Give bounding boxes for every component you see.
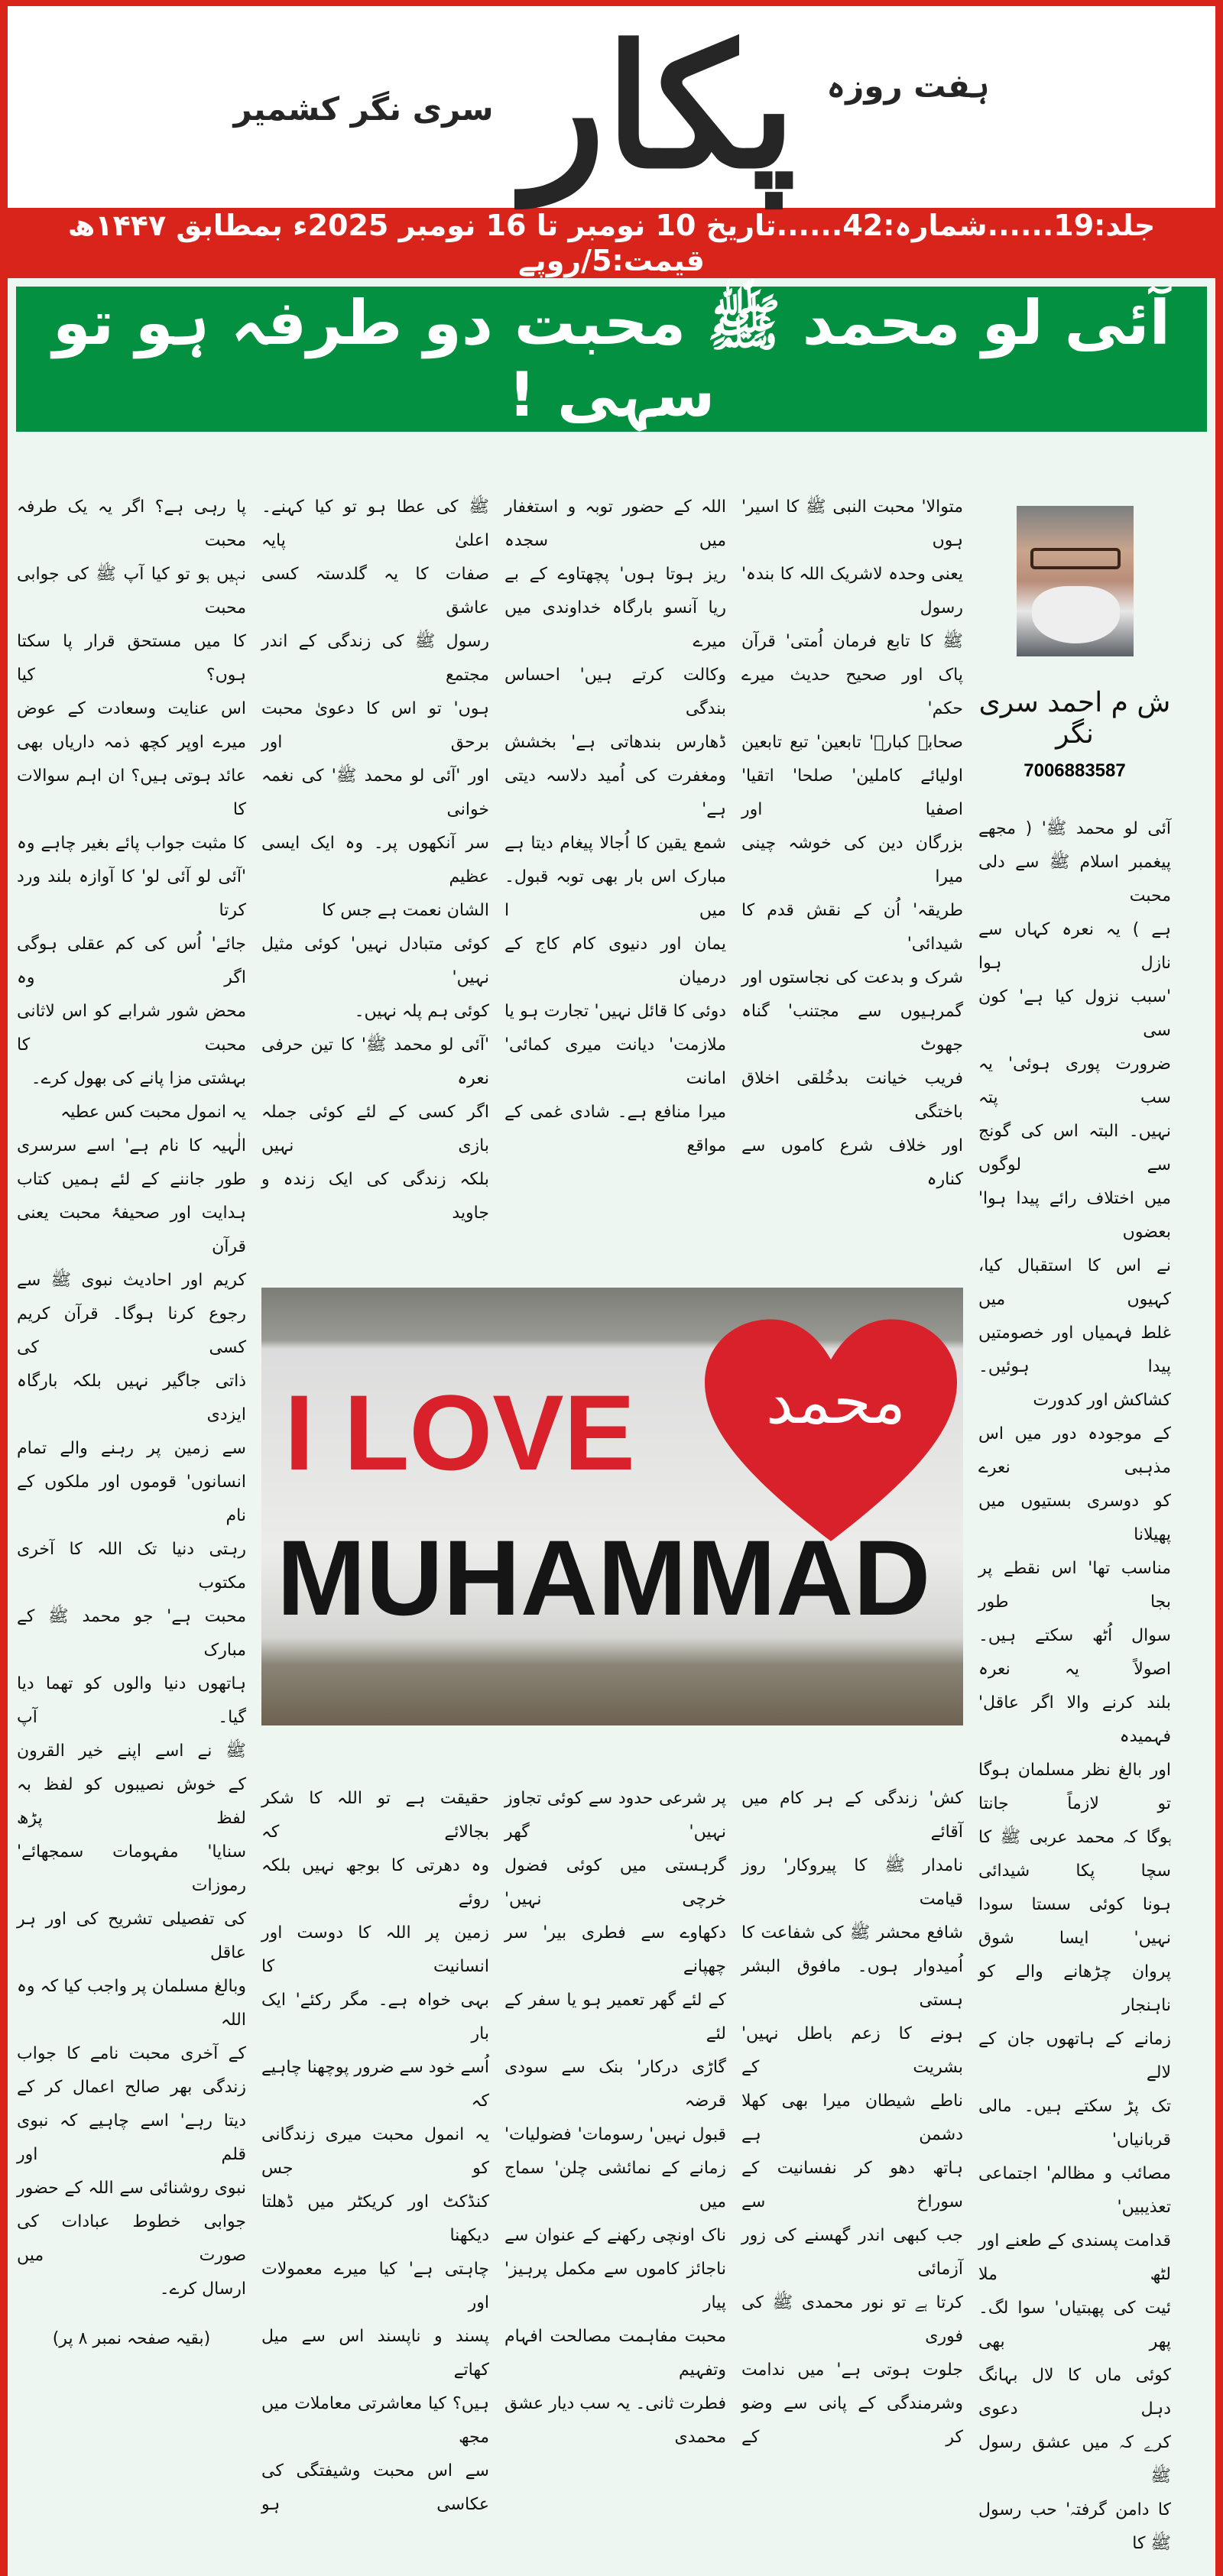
text-line: جلوت ہوتی ہے' میں ندامت — [741, 2361, 963, 2380]
text-line: اور 'آئی لو محمد ﷺ' کی نغمہ خوانی — [261, 766, 489, 819]
text-line: بہشتی مزا پانے کی بھول کرے۔ — [31, 1069, 246, 1088]
text-line: کریم اور احادیث نبوی ﷺ سے — [17, 1271, 246, 1290]
city-label: سری نگر کشمیر — [233, 90, 494, 128]
text-line: بہی خواہ ہے۔ مگر رکئے' ایک بار — [261, 1991, 489, 2044]
text-line: طور جاننے کے لئے ہمیں کتاب — [17, 1170, 246, 1189]
text-line: محبت مفاہمت مصالحت افہام وتفہیم — [504, 2327, 726, 2380]
text-line: پیغمبر اسلام ﷺ سے دلی محبت — [978, 853, 1171, 906]
text-line: کا دامن گرفتہ' حب رسول ﷺ کا — [978, 2500, 1171, 2553]
text-line: کے خوش نصیبوں کو لفظ بہ لفظ پڑھ — [17, 1775, 246, 1828]
text-line: طریقہ' اُن کے نقش قدم کا شیدائی' — [741, 901, 963, 954]
text-line: ﷺ نے اسے اپنے خیر القرون — [17, 1742, 246, 1761]
text-line: مبارک اس بار بھی توبہ قبول۔ میں ا — [504, 867, 726, 920]
text-line: زمین پر اللہ کا دوست اور انسانیت کا — [261, 1923, 489, 1977]
text-line: کنڈکٹ اور کریکٹر میں ڈھلتا دیکھنا — [261, 2192, 489, 2246]
text-line: زمانے کے ہاتھوں جان کے لالے — [978, 2030, 1171, 2082]
text-line: فریب خیانت بدخُلقی اخلاق باختگی — [741, 1069, 963, 1122]
text-line: سنایا' مفہومات سمجھائے' رموزات — [17, 1842, 246, 1895]
article-column-5 — [17, 491, 246, 2348]
text-line: کوئی ماں کا لال بہانگ دہل دعوی — [978, 2366, 1171, 2419]
beard-shape — [1032, 586, 1120, 643]
text-line: بزرگان دین کی خوشہ چینی میرا — [741, 834, 963, 886]
text-line: 'آئی لو محمد ﷺ' کا تین حرفی نعرہ — [261, 1035, 489, 1088]
text-line: ومغفرت کی اُمید دلاسہ دیتی ہے' — [504, 766, 726, 819]
text-line: سر آنکھوں پر۔ وہ ایک ایسی عظیم — [261, 834, 489, 886]
text-line: ہاتھوں دنیا والوں کو تھما دیا گیا۔ آپ — [17, 1674, 246, 1727]
article-column-1 — [978, 812, 1171, 2561]
newspaper-logo: پکار — [524, 8, 796, 206]
text-line: مناسب تھا' اس نقطے پر بجا طور — [978, 1559, 1171, 1612]
text-line: عائد ہوتی ہیں؟ ان اہم سوالات کا — [17, 766, 246, 819]
text-line: کی تفصیلی تشریح کی اور ہر عاقل — [17, 1910, 246, 1962]
page-border-right — [1215, 0, 1223, 2576]
masthead — [8, 6, 1215, 208]
text-line: نہیں۔ البتہ اس کی گونج سے لوگوں — [978, 1122, 1171, 1175]
issue-info-text: جلد:19......شمارہ:42......تاریخ 10 نومبر تا 16 نومبر 2025ء بمطابق ۱۴۴۷ھ قیمت:5/روپے — [67, 209, 1156, 277]
text-line: سے اس محبت وشیفتگی کی عکاسی ہو — [261, 2461, 489, 2515]
headline — [16, 287, 1207, 432]
text-line: ناطے شیطان میرا بھی کھلا دشمن ہے — [741, 2092, 963, 2145]
text-line: ڈھارس بندھاتی ہے' بخشش — [504, 733, 726, 752]
text-line: انسانوں' قوموں اور ملکوں کے نام — [17, 1473, 246, 1525]
text-line: ضرورت پوری ہوئی' یہ سب پتہ — [978, 1055, 1171, 1107]
text-line: کے لئے گھر تعمیر ہو یا سفر کے لئے — [504, 1991, 726, 2044]
text-line: اور خلاف شرع کاموں سے کنارہ — [741, 1136, 963, 1189]
text-line: صفات کا یہ گلدستہ کسی عاشق — [261, 565, 489, 617]
text-line: جب کبھی اندر گھسنے کی زور آزمائی — [741, 2226, 963, 2280]
text-line: اگر کسی کے لئے کوئی جملہ بازی نہیں — [261, 1103, 489, 1155]
author-name: ش م احمد سری نگر — [978, 687, 1171, 750]
text-line: فطرت ثانی۔ یہ سب دیار عشق محمدی — [504, 2394, 726, 2448]
text-line: ملازمت' دیانت میری کمائی' امانت — [504, 1035, 726, 1088]
text-line: سوال اُٹھ سکتے ہیں۔ اصولاً یہ نعرہ — [978, 1626, 1171, 1679]
text-line: متوالا' محبت النبی ﷺ کا اسیر' ہوں — [741, 497, 963, 550]
text-line: رجوع کرنا ہوگا۔ قرآن کریم کسی کی — [17, 1304, 246, 1357]
text-line: ہیں؟ کیا معاشرتی معاملات میں مجھ — [261, 2394, 489, 2448]
article-column-2-top — [741, 491, 963, 1197]
issue-info-band — [8, 208, 1215, 278]
glasses-shape — [1030, 548, 1121, 569]
author-phone: 7006883587 — [1023, 760, 1126, 781]
text-line: اللہ کے حضور توبہ و استغفار میں سجدہ — [504, 497, 726, 550]
banner-text-muhammad: MUHAMMAD — [277, 1517, 931, 1638]
text-line: چاہتی ہے' کیا میرے معمولات اور — [261, 2260, 489, 2313]
article-column-2-bottom — [741, 1782, 963, 2454]
text-line: پاک اور صحیح حدیث میرے حکم' — [741, 666, 963, 718]
text-line: شرک و بدعت کی نجاستوں اور — [741, 968, 963, 987]
text-line: دکھاوے سے فطری بیر' سر چھپانے — [504, 1923, 726, 1977]
text-line: کے موجودہ دور میں اس مذہبی نعرے — [978, 1424, 1171, 1477]
text-line: نبوی روشنائی سے اللہ کے حضور — [17, 2179, 246, 2198]
text-line: شافع محشر ﷺ کی شفاعت کا — [741, 1923, 963, 1943]
text-line: ارسال کرے۔ — [159, 2280, 246, 2299]
text-line: الٰہیہ کا نام ہے' اسے سرسری — [17, 1136, 246, 1155]
text-line: ہاتھ دھو کر نفسانیت کے سوراخ سے — [741, 2159, 963, 2212]
text-line: اُسے خود سے ضرور پوچھنا چاہیے کہ — [261, 2058, 489, 2111]
text-line: یہ انمول محبت میری زندگانی کو جس — [261, 2125, 489, 2179]
text-line: محض شور شرابے کو اس لاثانی محبت کا — [17, 1002, 246, 1055]
text-line: کے آخری محبت نامے کا جواب — [17, 2044, 246, 2063]
text-line: گاڑی درکار' بنک سے سودی قرضہ — [504, 2058, 726, 2111]
text-line: پروان چڑھانے والے کو ناہنجار — [978, 1962, 1171, 2015]
text-line: ہوگا کہ محمد عربی ﷺ کا سچا پکا شیدائی — [978, 1828, 1171, 1881]
text-line: زمانے کے نمائشی چلن' سماج میں — [504, 2159, 726, 2212]
text-line: ناجائز کاموں سے مکمل پرہیز' پیار — [504, 2260, 726, 2313]
text-line: 'سبب نزول کیا ہے' کون سی — [978, 987, 1171, 1040]
weekly-label: ہفت روزہ — [826, 67, 990, 105]
text-line: ﷺ کی عطا ہو تو کیا کہنے۔ اعلیٰ پایہ — [261, 497, 489, 550]
article-column-3-top — [504, 491, 726, 1163]
text-line: یعنی وحدہ لاشریک اللہ کا بندہ' رسول — [741, 565, 963, 617]
text-line: پر شرعی حدود سے کوئی تجاوز نہیں' گھر — [504, 1789, 726, 1842]
text-line: ﷺ کا تابع فرمان اُمتی' قرآن — [741, 632, 963, 651]
text-line: قبول نہیں' رسومات' فضولیات' — [504, 2125, 726, 2145]
text-line: 'آئی لو آئی لو' کا آوازہ بلند ورد کرتا — [17, 867, 246, 920]
text-line: کرے کہ میں عشق رسول ﷺ — [978, 2433, 1171, 2486]
text-line: قدامت پسندی کے طعنے اور لٹھ ملا — [978, 2231, 1171, 2284]
article-body — [17, 491, 1215, 2561]
text-line: ئیت کی پھبتیاں' سوا لگ۔ پھر بھی — [978, 2299, 1171, 2351]
text-line: سے زمین پر رہنے والے تمام — [17, 1439, 246, 1458]
text-line: محبت ہے' جو محمد ﷺ کے مبارک — [17, 1607, 246, 1660]
text-line: نے اس کا استقبال کیا، کہیوں میں — [978, 1256, 1171, 1309]
page-border-left — [0, 0, 8, 2576]
text-line: غلط فہمیاں اور خصومتیں پیدا ہوئیں۔ — [978, 1324, 1171, 1376]
text-line: کش' زندگی کے ہر کام میں آقائے — [741, 1789, 963, 1842]
banner-text-i-love: I LOVE — [284, 1372, 635, 1492]
article-column-4-top — [261, 491, 489, 1230]
text-line: وشرمندگی کے پانی سے وضو کر کے — [741, 2394, 963, 2448]
text-line: بلند کرنے والا اگر عاقل' فہمیدہ — [978, 1693, 1171, 1746]
text-line: کا مثبت جواب پائے بغیر چاہے وہ — [17, 834, 246, 853]
text-line: گرہستی میں کوئی فضول خرچی نہیں' — [504, 1856, 726, 1910]
text-line: کوئی متبادل نہیں' کوئی مثیل نہیں' — [261, 935, 489, 987]
text-line: کشاکش اور کدورت — [1033, 1391, 1171, 1410]
text-line: تک پڑ سکتے ہیں۔ مالی قربانیاں' — [978, 2097, 1171, 2150]
text-line: پا رہی ہے؟ اگر یہ یک طرفہ محبت — [17, 497, 246, 550]
article-column-3-bottom — [504, 1782, 726, 2454]
article-column-4-bottom — [261, 1782, 489, 2522]
text-line: پسند و ناپسند اس سے میل کھاتے — [261, 2327, 489, 2380]
text-line: کا میں مستحق قرار پا سکتا ہوں؟ کیا — [17, 632, 246, 685]
divider-strip — [8, 278, 1215, 287]
text-line: کوئی ہم پلہ نہیں۔ — [354, 1002, 489, 1021]
text-line: زندگی بھر صالح اعمال کر کے — [17, 2078, 246, 2097]
article-column-5-lines — [17, 491, 246, 2306]
page — [8, 6, 1215, 2576]
text-line: نہیں ہو تو کیا آپ ﷺ کی جوابی محبت — [17, 565, 246, 617]
text-line: الشان نعمت ہے جس کا — [322, 901, 489, 920]
text-line: شمع یقین کا اُجالا پیغام دیتا ہے — [504, 834, 726, 853]
text-line: رسول ﷺ کی زندگی کے اندر مجتمع — [261, 632, 489, 685]
text-line: دوئی کا قائل نہیں' تجارت ہو یا — [504, 1002, 726, 1021]
text-line: اُمیدوار ہوں۔ مافوق البشر ہستی — [741, 1957, 963, 2011]
text-line: نامدار ﷺ کا پیروکار' روز قیامت — [741, 1856, 963, 1910]
continued-on-page-8: (بقیہ صفحہ نمبر ۸ پر) — [52, 2329, 211, 2348]
i-love-muhammad-banner-image — [261, 1288, 963, 1725]
banner-heart-calligraphy: محمد — [766, 1366, 906, 1437]
text-line: صحابہ کبارؓ' تابعین' تبع تابعین — [741, 733, 963, 752]
text-line: اور بالغ نظر مسلمان ہوگا تو لازماً جانتا — [978, 1761, 1171, 1813]
text-line: بلکہ زندگی کی ایک زندہ و جاوید — [261, 1170, 489, 1223]
text-line: یہ انمول محبت کس عطیہ — [60, 1103, 246, 1122]
text-line: ہدایت اور صحیفۂ محبت یعنی قرآن — [17, 1204, 246, 1256]
text-line: ذاتی جاگیر نہیں بلکہ بارگاہ ایزدی — [17, 1372, 246, 1424]
text-line: میرا منافع ہے۔ شادی غمی کے مواقع — [504, 1103, 726, 1155]
text-line: ریز ہوتا ہوں' پچھتاوے کے بے — [504, 565, 726, 584]
text-line: میرے اوپر کچھ ذمہ داریاں بھی — [17, 733, 246, 752]
headline-text: آئی لو محمد ﷺ محبت دو طرفہ ہو تو سہی ! — [53, 287, 1170, 430]
text-line: اولیائے کاملین' صلحا' اتقیا' اصفیا اور — [741, 766, 963, 819]
text-line: اس عنایت وسعادت کے عوض — [17, 699, 246, 718]
text-line: دیتا رہے' اسے چاہیے کہ نبوی قلم اور — [17, 2111, 246, 2164]
author-column — [978, 491, 1171, 2561]
page-border-top — [0, 0, 1223, 6]
text-line: وکالت کرتے ہیں' احساس بندگی — [504, 666, 726, 718]
text-line: مصائب و مظالم' اجتماعی تعذیبیں' — [978, 2164, 1171, 2217]
text-line: میں اختلاف رائے پیدا ہوا' بعضوں — [978, 1189, 1171, 1242]
text-line: آئی لو محمد ﷺ' ( مجھے — [978, 819, 1171, 838]
text-line: ہونے کا زعم باطل نہیں' بشریت کے — [741, 2024, 963, 2078]
author-photo — [1017, 506, 1134, 656]
text-line: ناک اونچی رکھنے کے عنوان سے — [504, 2226, 726, 2246]
text-line: وہ دھرتی کا بوجھ نہیں بلکہ روئے — [261, 1856, 489, 1910]
text-line: ہوں' تو اس کا دعویٰ محبت برحق اور — [261, 699, 489, 752]
text-line: رہتی دنیا تک اللہ کا آخری مکتوب — [17, 1540, 246, 1593]
text-line: کرتا ہے تو نور محمدی ﷺ کی فوری — [741, 2293, 963, 2347]
text-line: ہے ) یہ نعرہ کہاں سے نازل ہوا — [978, 920, 1171, 973]
text-line: جوابی خطوط عبادات کی صورت میں — [17, 2212, 246, 2265]
text-line: ہونا کوئی سستا سودا نہیں' ایسا شوق — [978, 1895, 1171, 1948]
text-line: حقیقت ہے تو اللہ کا شکر بجالائے کہ — [261, 1789, 489, 1842]
text-line: ریا آنسو بارگاہ خداوندی میں میرے — [504, 598, 726, 651]
text-line: گمرہیوں سے مجتنب' گناہ جھوٹ — [741, 1002, 963, 1055]
text-line: یمان اور دنیوی کام کاج کے درمیان — [504, 935, 726, 987]
text-line: کو دوسری بستیوں میں پھیلانا — [978, 1492, 1171, 1544]
text-line: جائے' اُس کی کم عقلی ہوگی اگر وہ — [17, 935, 246, 987]
text-line: وبالغ مسلمان پر واجب کیا کہ وہ اللہ — [17, 1977, 246, 2030]
